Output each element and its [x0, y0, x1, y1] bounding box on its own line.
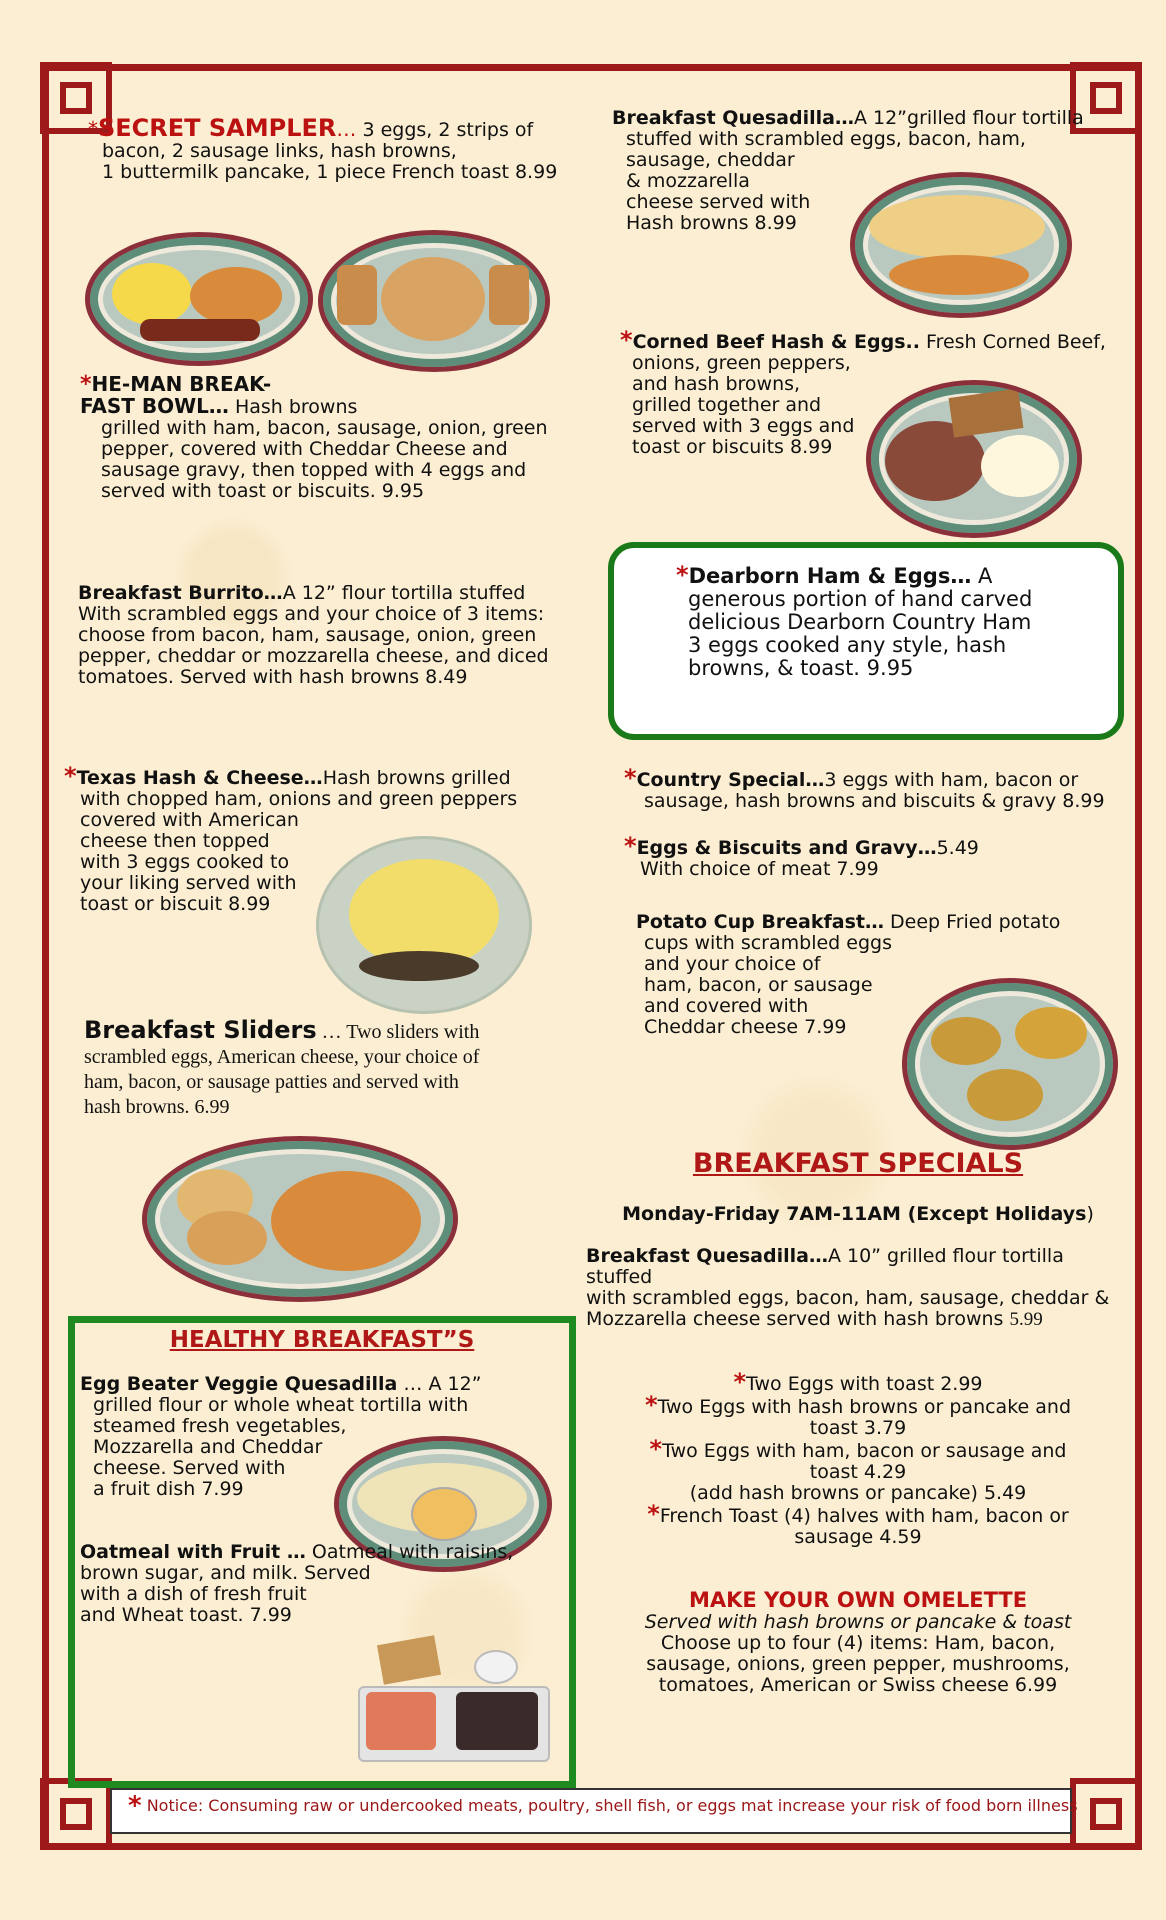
- item-desc: brown sugar, and milk. Served: [80, 1562, 371, 1584]
- corner-ornament-bottom-left: [40, 1778, 112, 1850]
- item-title: Breakfast Quesadilla…: [586, 1245, 828, 1267]
- ellipsis: …: [336, 117, 357, 141]
- item-desc: choose from bacon, ham, sausage, onion, green: [78, 624, 537, 646]
- item-desc: with chopped ham, onions and green peppers: [80, 788, 518, 810]
- item-title: Texas Hash & Cheese…: [76, 767, 323, 789]
- special-item: (add hash browns or pancake) 5.49: [689, 1482, 1027, 1504]
- item-desc: hash browns. 6.99: [84, 1096, 230, 1118]
- item-desc: and hash browns,: [632, 373, 801, 395]
- oatmeal-item: [80, 1542, 540, 1626]
- item-desc: served with toast or biscuits. 9.95: [101, 480, 425, 502]
- item-desc: and Wheat toast. 7.99: [80, 1604, 292, 1626]
- item-title: Oatmeal with Fruit …: [80, 1541, 306, 1563]
- notice-box: [110, 1788, 1078, 1834]
- notice-text: Notice: Consuming raw or undercooked meats, poultry, shell fish, or eggs mat increase your risk of food born illness: [146, 1796, 1078, 1815]
- healthy-heading: [68, 1326, 576, 1354]
- asterisk: *: [644, 1391, 658, 1419]
- sampler-eggs-plate-image: [85, 232, 313, 366]
- section-heading: HEALTHY BREAKFAST”S: [169, 1327, 475, 1353]
- item-title: HE-MAN BREAK-: [91, 372, 272, 396]
- item-desc: toast or biscuit 8.99: [80, 893, 271, 915]
- item-desc: Oatmeal with raisins,: [305, 1541, 514, 1563]
- item-desc: ham, bacon, or sausage patties and served with: [84, 1071, 459, 1093]
- item-desc: sausage, cheddar: [626, 149, 795, 171]
- biscuits-gravy-item: [624, 832, 1144, 880]
- item-desc: with 3 eggs cooked to: [80, 851, 290, 873]
- item-desc: Mozzarella cheese served with hash browns: [586, 1308, 1010, 1330]
- sliders-item: [84, 1018, 564, 1120]
- asterisk: *: [88, 117, 98, 141]
- specials-hours: [588, 1204, 1128, 1225]
- item-desc: ham, bacon, or sausage: [644, 974, 873, 996]
- item-title: SECRET SAMPLER: [98, 114, 337, 142]
- hours-text: Monday-Friday 7AM-11AM (Except Holidays: [622, 1203, 1087, 1225]
- special-item: Two Eggs with toast 2.99: [746, 1373, 983, 1395]
- item-desc: with scrambled eggs, bacon, ham, sausage, cheddar &: [586, 1287, 1110, 1309]
- item-desc: cheese then topped: [80, 830, 270, 852]
- asterisk: *: [624, 832, 637, 860]
- item-desc: sausage, hash browns and biscuits & gravy 8.99: [644, 790, 1105, 812]
- asterisk: *: [64, 762, 77, 790]
- corner-ornament-bottom-right: [1070, 1778, 1142, 1850]
- heman-bowl-item: [80, 374, 550, 502]
- special-item: Two Eggs with hash browns or pancake and: [657, 1396, 1072, 1418]
- item-desc: Hash browns 8.99: [626, 212, 797, 234]
- item-desc: grilled with ham, bacon, sausage, onion, green: [101, 417, 548, 439]
- section-heading: BREAKFAST SPECIALS: [692, 1148, 1024, 1179]
- item-desc: Fresh Corned Beef,: [919, 331, 1106, 353]
- item-desc: 3 eggs, 2 strips of: [356, 119, 534, 141]
- item-title: Potato Cup Breakfast…: [636, 911, 884, 933]
- item-desc: … A 12”: [397, 1373, 482, 1395]
- item-desc: pepper, covered with Cheddar Cheese and: [101, 438, 508, 460]
- specials-heading-wrap: [588, 1148, 1128, 1180]
- texas-hash-plate-image: [316, 836, 532, 1014]
- asterisk: *: [649, 1435, 663, 1463]
- asterisk: *: [624, 764, 637, 792]
- item-title: Breakfast Quesadilla…: [612, 107, 854, 129]
- item-desc: Choose up to four (4) items: Ham, bacon,: [660, 1632, 1056, 1654]
- item-desc: A 12”grilled flour tortilla: [853, 107, 1084, 129]
- item-desc: Mozzarella and Cheddar: [93, 1436, 323, 1458]
- special-item: toast 3.79: [809, 1417, 907, 1439]
- item-desc: With scrambled eggs and your choice of 3 items:: [78, 603, 545, 625]
- item-desc: 1 buttermilk pancake, 1 piece French toast 8.99: [102, 161, 558, 183]
- oatmeal-tray-image: [356, 1634, 548, 1762]
- asterisk: *: [647, 1500, 660, 1528]
- item-desc: your liking served with: [80, 872, 297, 894]
- asterisk: *: [733, 1368, 747, 1396]
- item-desc: onions, green peppers,: [632, 352, 851, 374]
- dearborn-item: [676, 561, 1096, 680]
- item-desc: tomatoes, American or Swiss cheese 6.99: [658, 1674, 1058, 1696]
- item-title: Breakfast Sliders: [84, 1016, 317, 1044]
- burrito-item: [78, 583, 558, 688]
- country-special-item: [624, 764, 1144, 812]
- item-price: 5.99: [1009, 1309, 1043, 1330]
- quesadilla-plate-image: [850, 172, 1072, 318]
- special-item: sausage 4.59: [794, 1526, 922, 1548]
- special-item: Two Eggs with ham, bacon or sausage and: [662, 1440, 1067, 1462]
- item-desc: generous portion of hand carved: [688, 587, 1033, 611]
- item-desc: served with 3 eggs and: [632, 415, 855, 437]
- omelette-sub: Served with hash browns or pancake & toast: [644, 1611, 1072, 1633]
- special-item: toast 4.29: [809, 1461, 907, 1483]
- item-title: Eggs & Biscuits and Gravy…: [636, 837, 937, 859]
- item-desc: Deep Fried potato: [884, 911, 1061, 933]
- item-desc: pepper, cheddar or mozzarella cheese, and diced: [78, 645, 549, 667]
- secret-sampler-item: [88, 114, 558, 183]
- item-desc: delicious Dearborn Country Ham: [688, 610, 1032, 634]
- asterisk: *: [620, 326, 633, 354]
- item-desc: A: [971, 564, 993, 588]
- item-desc: Cheddar cheese 7.99: [644, 1016, 847, 1038]
- item-desc: 5.49: [936, 837, 979, 859]
- item-title: FAST BOWL…: [80, 394, 229, 418]
- special-quesadilla-item: [586, 1246, 1136, 1330]
- item-desc: scrambled eggs, American cheese, your choice of: [84, 1046, 480, 1068]
- sampler-pancake-plate-image: [318, 230, 550, 372]
- item-desc: bacon, 2 sausage links, hash browns,: [102, 140, 457, 162]
- item-desc: with a dish of fresh fruit: [80, 1583, 307, 1605]
- item-desc: a fruit dish 7.99: [93, 1478, 244, 1500]
- item-desc: cheese. Served with: [93, 1457, 286, 1479]
- item-desc: toast or biscuits 8.99: [632, 436, 833, 458]
- item-desc: covered with American: [80, 809, 299, 831]
- item-desc: & mozzarella: [626, 170, 750, 192]
- item-desc: steamed fresh vegetables,: [93, 1415, 347, 1437]
- item-desc: Hash browns grilled: [322, 767, 511, 789]
- item-desc: cheese served with: [626, 191, 811, 213]
- item-desc: With choice of meat 7.99: [640, 858, 879, 880]
- item-desc: A 10” grilled flour tortilla stuffed: [586, 1245, 1064, 1288]
- item-desc: grilled together and: [632, 394, 822, 416]
- asterisk: *: [80, 372, 92, 397]
- item-desc: sausage, onions, green pepper, mushrooms,: [646, 1653, 1070, 1675]
- item-title: Corned Beef Hash & Eggs..: [632, 331, 920, 353]
- item-desc: cups with scrambled eggs: [644, 932, 892, 954]
- asterisk: *: [128, 1791, 142, 1821]
- corned-beef-plate-image: [866, 380, 1082, 538]
- item-desc: A 12” flour tortilla stuffed: [282, 582, 526, 604]
- item-desc: tomatoes. Served with hash browns 8.49: [78, 666, 468, 688]
- item-desc: and covered with: [644, 995, 809, 1017]
- item-desc: Hash browns: [228, 396, 358, 418]
- item-desc: grilled flour or whole wheat tortilla with: [93, 1394, 469, 1416]
- special-item: French Toast (4) halves with ham, bacon or: [659, 1505, 1069, 1527]
- item-title: Country Special…: [636, 769, 825, 791]
- item-desc: sausage gravy, then topped with 4 eggs and: [101, 459, 527, 481]
- item-desc: 3 eggs with ham, bacon or: [824, 769, 1079, 791]
- asterisk: *: [676, 561, 689, 589]
- item-desc: … Two sliders with: [316, 1021, 480, 1043]
- specials-egg-list: [588, 1368, 1128, 1548]
- item-desc: stuffed with scrambled eggs, bacon, ham,: [626, 128, 1026, 150]
- item-title: Egg Beater Veggie Quesadilla: [80, 1373, 398, 1395]
- section-heading: MAKE YOUR OWN OMELETTE: [688, 1588, 1028, 1612]
- item-desc: browns, & toast. 9.95: [688, 656, 914, 680]
- omelette-section: [588, 1588, 1128, 1696]
- item-title: Breakfast Burrito…: [78, 582, 283, 604]
- item-desc: and your choice of: [644, 953, 821, 975]
- potato-cup-plate-image: [902, 978, 1118, 1150]
- item-title: Dearborn Ham & Eggs…: [688, 564, 972, 588]
- hours-text-close: ): [1086, 1203, 1094, 1225]
- item-desc: 3 eggs cooked any style, hash: [688, 633, 1007, 657]
- sliders-plate-image: [142, 1136, 458, 1302]
